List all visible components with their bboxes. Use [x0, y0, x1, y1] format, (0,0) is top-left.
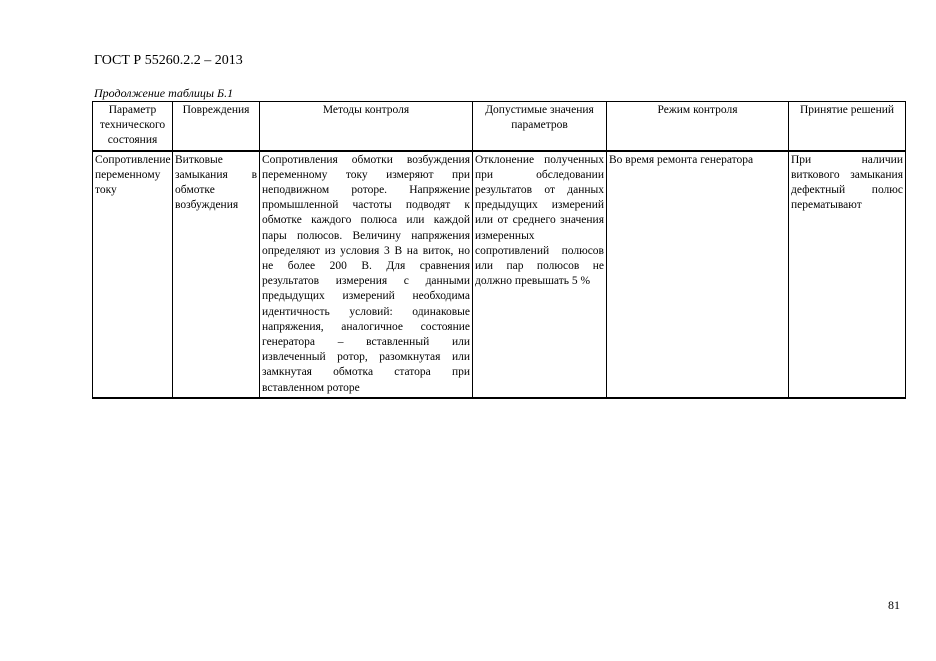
- cell-parameter: Сопротивление переменному току: [93, 151, 173, 398]
- document-header: ГОСТ Р 55260.2.2 – 2013: [94, 53, 243, 68]
- column-header-method: Методы контроля: [260, 102, 473, 151]
- inspection-table: [92, 101, 906, 399]
- cell-damage: Витковые замыкания в обмотке возбуждения: [173, 151, 260, 398]
- column-header-mode: Режим контроля: [607, 102, 789, 151]
- table-row: [93, 151, 906, 398]
- column-header-parameter: Параметр технического состояния: [93, 102, 173, 151]
- column-header-damage: Повреждения: [173, 102, 260, 151]
- table-caption: Продолжение таблицы Б.1: [94, 86, 234, 100]
- page-number: 81: [888, 598, 900, 612]
- column-header-permissible: Допустимые значения параметров: [473, 102, 607, 151]
- cell-decision: При наличии виткового замыкания дефектный полюс перематывают: [789, 151, 906, 398]
- column-header-decision: Принятие решений: [789, 102, 906, 151]
- cell-mode: Во время ремонта генератора: [607, 151, 789, 398]
- cell-method: Сопротивления обмотки возбуждения переменному току измеряют при неподвижном роторе. Напряжение промышленной частоты подводят к обмотке каждого полюса или каждой пары полюсов. Величину напряжения определяют из условия 3 В на виток, но не более 200 В. Для сравнения результатов измерения с данными предыдущих измерений необходима идентичность условий: одинаковые напряжения, аналогичное состояние генератора – вставленный или извлеченный ротор, разомкнутая или замкнутая обмотка статора при вставленном роторе: [260, 151, 473, 398]
- cell-permissible: Отклонение полученных при обследовании результатов от данных предыдущих измерений или от среднего значения измеренных сопротивлений полюсов или пар полюсов не должно превышать 5 %: [473, 151, 607, 398]
- table-header-row: [93, 102, 906, 151]
